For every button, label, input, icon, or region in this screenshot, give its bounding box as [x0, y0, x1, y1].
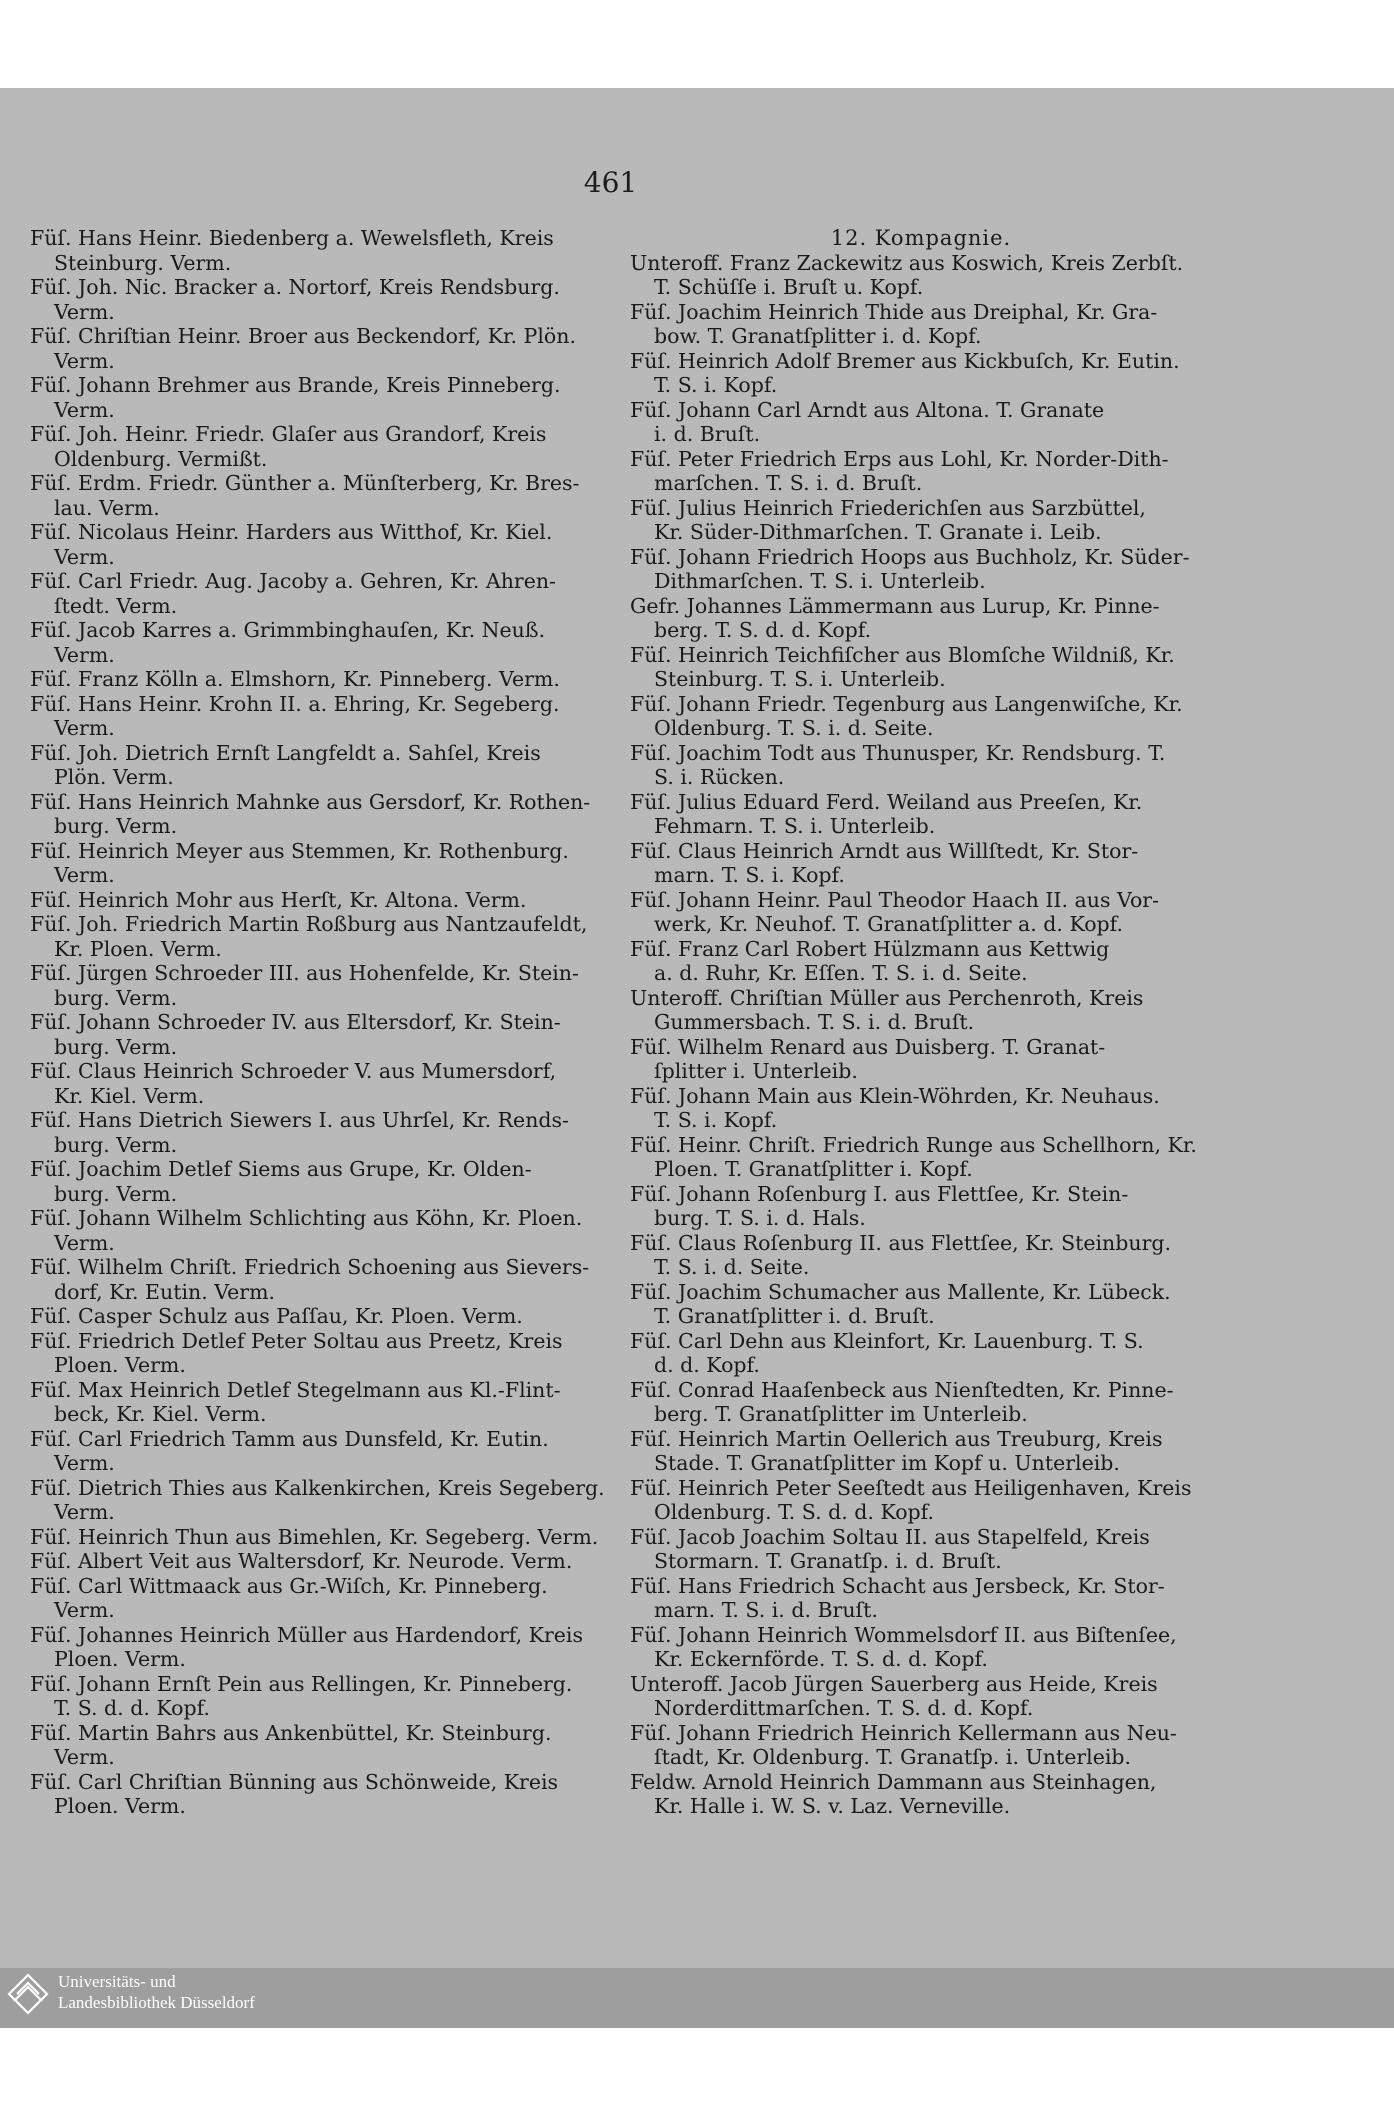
entry-line: Füſ. Wilhelm Renard aus Duisberg. T. Granat-: [630, 1034, 1106, 1059]
roster-entry: [630, 1133, 1212, 1182]
entry-continuation: d. d. Kopf.: [654, 1353, 760, 1377]
entry-line: Füſ. Heinrich Martin Oellerich aus Treuburg, Kreis: [630, 1426, 1163, 1451]
roster-entry: [30, 1108, 612, 1157]
entry-line: Füſ. Joh. Nic. Bracker a. Nortorf, Kreis Rendsburg.: [30, 275, 560, 299]
left-column: [30, 226, 612, 1819]
roster-entry: [630, 692, 1212, 741]
entry-continuation: Kr. Ploen. Verm.: [54, 936, 222, 961]
entry-line: Füſ. Hans Heinr. Krohn II. a. Ehring, Kr. Segeberg.: [30, 691, 560, 716]
roster-entry: [30, 839, 612, 888]
entry-continuation: T. Granatſplitter i. d. Bruſt.: [654, 1304, 935, 1328]
entry-line: Füſ. Albert Veit aus Waltersdorf, Kr. Neurode. Verm.: [30, 1549, 573, 1573]
entry-continuation: Ploen. Verm.: [54, 1647, 186, 1671]
roster-entry: [30, 1623, 612, 1672]
entry-continuation: burg. T. S. i. d. Hals.: [654, 1206, 866, 1230]
roster-entry: [30, 275, 612, 324]
entry-line: Füſ. Joachim Heinrich Thide aus Dreiphal, Kr. Gra-: [630, 299, 1158, 324]
roster-entry: [30, 1059, 612, 1108]
entry-continuation: Verm.: [54, 299, 115, 324]
entry-continuation: Verm.: [54, 716, 115, 740]
library-name-line1: Universitäts- und: [58, 1972, 176, 1991]
entry-line: Füſ. Chriſtian Heinr. Broer aus Beckendorf, Kr. Plön.: [30, 324, 576, 348]
roster-entry: [30, 667, 612, 692]
roster-entry: [30, 618, 612, 667]
roster-entry: [630, 349, 1212, 398]
entry-line: Füſ. Wilhelm Chriſt. Friedrich Schoening aus Sievers-: [30, 1255, 590, 1279]
roster-entry: [630, 1035, 1212, 1084]
roster-entry: [30, 1574, 612, 1623]
entry-continuation: ſtedt. Verm.: [54, 593, 178, 618]
roster-entry: [630, 1280, 1212, 1329]
roster-entry: [30, 422, 612, 471]
entry-continuation: Dithmarſchen. T. S. i. Unterleib.: [654, 569, 986, 593]
entry-line: Füſ. Heinrich Mohr aus Herſt, Kr. Altona. Verm.: [30, 887, 527, 912]
roster-entry: [30, 471, 612, 520]
entry-line: Füſ. Johann Main aus Klein-Wöhrden, Kr. Neuhaus.: [630, 1083, 1160, 1108]
entry-continuation: Kr. Eckernförde. T. S. d. d. Kopf.: [654, 1647, 988, 1671]
roster-entry: [630, 888, 1212, 937]
entry-line: Füſ. Claus Heinrich Schroeder V. aus Mumersdorf,: [30, 1059, 557, 1083]
entry-line: Unteroff. Chriſtian Müller aus Perchenroth, Kreis: [630, 985, 1144, 1010]
entry-line: Füſ. Hans Dietrich Siewers I. aus Uhrſel, Kr. Rends-: [30, 1108, 569, 1132]
roster-entry: [630, 594, 1212, 643]
entry-line: Füſ. Johann Friedrich Hoops aus Buchholz, Kr. Süder-: [630, 544, 1190, 569]
entry-line: Füſ. Carl Friedrich Tamm aus Dunsfeld, Kr. Eutin.: [30, 1426, 549, 1451]
entry-continuation: marn. T. S. i. d. Bruſt.: [654, 1598, 878, 1622]
entry-continuation: Ploen. T. Granatſplitter i. Kopf.: [654, 1157, 973, 1181]
entry-continuation: ſtadt, Kr. Oldenburg. T. Granatſp. i. Unterleib.: [654, 1745, 1132, 1769]
entry-line: Füſ. Heinr. Chriſt. Friedrich Runge aus Schellhorn, Kr.: [630, 1132, 1197, 1157]
entry-line: Füſ. Peter Friedrich Erps aus Lohl, Kr. Norder-Dith-: [630, 446, 1169, 471]
roster-entry: [630, 790, 1212, 839]
roster-entry: [30, 1304, 612, 1329]
entry-line: Füſ. Johann Ernſt Pein aus Rellingen, Kr. Pinneberg.: [30, 1671, 573, 1696]
entry-continuation: werk, Kr. Neuhof. T. Granatſplitter a. d. Kopf.: [654, 912, 1124, 936]
section-heading: 12. Kompagnie.: [830, 226, 1012, 250]
roster-entry: [630, 1084, 1212, 1133]
roster-entry: [30, 912, 612, 961]
entry-line: Füſ. Johann Schroeder IV. aus Eltersdorf, Kr. Stein-: [30, 1010, 561, 1034]
entry-continuation: Kr. Kiel. Verm.: [54, 1083, 205, 1108]
entry-continuation: Stade. T. Granatſplitter im Kopf u. Unterleib.: [654, 1451, 1120, 1475]
entry-line: Füſ. Joachim Schumacher aus Mallente, Kr. Lübeck.: [630, 1279, 1171, 1304]
entry-line: Füſ. Johannes Heinrich Müller aus Hardendorf, Kreis: [30, 1622, 583, 1647]
roster-entry: [30, 1672, 612, 1721]
roster-entry: [630, 1721, 1212, 1770]
entry-continuation: a. d. Ruhr, Kr. Eſſen. T. S. i. d. Seite.: [654, 961, 1028, 985]
entry-continuation: Verm.: [54, 642, 115, 667]
entry-line: Füſ. Jacob Joachim Soltau II. aus Stapelfeld, Kreis: [630, 1524, 1150, 1549]
entry-continuation: burg. Verm.: [54, 985, 178, 1010]
roster-entry: [30, 1427, 612, 1476]
entry-continuation: i. d. Bruſt.: [654, 422, 761, 446]
entry-line: Füſ. Joh. Friedrich Martin Roßburg aus Nantzaufeldt,: [30, 912, 588, 936]
entry-continuation: marn. T. S. i. Kopf.: [654, 863, 845, 887]
entry-continuation: bow. T. Granatſplitter i. d. Kopf.: [654, 324, 982, 348]
entry-line: Füſ. Martin Bahrs aus Ankenbüttel, Kr. Steinburg.: [30, 1720, 552, 1745]
library-credit: [58, 1971, 255, 2013]
roster-entry: [630, 496, 1212, 545]
entry-continuation: lau. Verm.: [54, 495, 160, 520]
entry-line: Füſ. Nicolaus Heinr. Harders aus Witthof, Kr. Kiel.: [30, 520, 553, 544]
entry-line: Füſ. Heinrich Meyer aus Stemmen, Kr. Rothenburg.: [30, 838, 569, 863]
entry-continuation: Oldenburg. T. S. d. d. Kopf.: [654, 1500, 935, 1524]
roster-entry: [630, 1525, 1212, 1574]
roster-entry: [630, 1378, 1212, 1427]
entry-line: Füſ. Max Heinrich Detlef Stegelmann aus Kl.-Flint-: [30, 1377, 561, 1402]
entry-line: Feldw. Arnold Heinrich Dammann aus Steinhagen,: [630, 1769, 1157, 1794]
entry-continuation: Oldenburg. Vermißt.: [54, 446, 268, 471]
roster-entry: [630, 986, 1212, 1035]
entry-continuation: Oldenburg. T. S. i. d. Seite.: [654, 716, 934, 740]
library-name-line2: Landesbibliothek Düsseldorf: [58, 1993, 255, 2012]
entry-continuation: Kr. Halle i. W. S. v. Laz. Verneville.: [654, 1794, 1011, 1818]
entry-line: Füſ. Jürgen Schroeder III. aus Hohenfelde, Kr. Stein-: [30, 961, 579, 985]
entry-continuation: berg. T. S. d. d. Kopf.: [654, 618, 872, 642]
entry-continuation: beck, Kr. Kiel. Verm.: [54, 1402, 267, 1426]
roster-entry: [30, 569, 612, 618]
entry-continuation: Verm.: [54, 863, 115, 887]
roster-entry: [30, 741, 612, 790]
page-number: 461: [583, 166, 638, 199]
entry-line: Unteroff. Jacob Jürgen Sauerberg aus Heide, Kreis: [630, 1671, 1158, 1696]
entry-line: Füſ. Joh. Heinr. Friedr. Glaſer aus Grandorf, Kreis: [30, 422, 547, 446]
entry-line: Füſ. Hans Heinr. Biedenberg a. Wewelsfleth, Kreis: [30, 226, 554, 250]
roster-entry: [630, 643, 1212, 692]
roster-entry: [30, 520, 612, 569]
roster-entry: [30, 1206, 612, 1255]
right-column: [630, 226, 1212, 1819]
entry-continuation: Kr. Süder-Dithmarſchen. T. Granate i. Leib.: [654, 520, 1102, 544]
roster-entry: [630, 1329, 1212, 1378]
entry-line: Füſ. Julius Heinrich Friederichſen aus Sarzbüttel,: [630, 495, 1146, 520]
entry-continuation: Steinburg. T. S. i. Unterleib.: [654, 667, 946, 691]
roster-entry: [630, 545, 1212, 594]
entry-continuation: burg. Verm.: [54, 1034, 178, 1059]
entry-line: Füſ. Johann Wilhelm Schlichting aus Köhn, Kr. Ploen.: [30, 1206, 583, 1230]
entry-line: Füſ. Franz Carl Robert Hülzmann aus Kettwig: [630, 936, 1110, 961]
roster-entry: [630, 1231, 1212, 1280]
roster-entry: [630, 251, 1212, 300]
roster-entry: [630, 1427, 1212, 1476]
entry-line: Füſ. Johann Roſenburg I. aus Flettſee, Kr. Stein-: [630, 1181, 1129, 1206]
entry-line: Füſ. Casper Schulz aus Paſſau, Kr. Ploen. Verm.: [30, 1304, 523, 1328]
entry-line: Füſ. Carl Friedr. Aug. Jacoby a. Gehren, Kr. Ahren-: [30, 569, 556, 593]
entry-line: Füſ. Jacob Karres a. Grimmbinghauſen, Kr. Neuß.: [30, 618, 546, 642]
entry-continuation: Ploen. Verm.: [54, 1794, 186, 1818]
entry-line: Füſ. Hans Friedrich Schacht aus Jersbeck, Kr. Stor-: [630, 1573, 1165, 1598]
entry-line: Füſ. Johann Heinrich Wommelsdorf II. aus Biſtenſee,: [630, 1622, 1177, 1647]
roster-entry: [30, 1721, 612, 1770]
roster-entry: [30, 373, 612, 422]
roster-entry: [30, 226, 612, 275]
entry-line: Füſ. Carl Wittmaack aus Gr.-Wiſch, Kr. Pinneberg.: [30, 1573, 548, 1598]
entry-continuation: T. Schüſſe i. Bruſt u. Kopf.: [654, 275, 924, 299]
entry-continuation: Norderdittmarſchen. T. S. d. d. Kopf.: [654, 1696, 1034, 1720]
entry-continuation: Verm.: [54, 544, 115, 569]
roster-entry: [630, 398, 1212, 447]
entry-line: Füſ. Hans Heinrich Mahnke aus Gersdorf, Kr. Rothen-: [30, 789, 591, 814]
entry-line: Füſ. Johann Friedr. Tegenburg aus Langenwiſche, Kr.: [630, 691, 1183, 716]
entry-continuation: T. S. i. d. Seite.: [654, 1255, 810, 1279]
entry-line: Füſ. Johann Heinr. Paul Theodor Haach II. aus Vor-: [630, 887, 1160, 912]
entry-line: Unteroff. Franz Zackewitz aus Koswich, Kreis Zerbſt.: [630, 250, 1184, 275]
roster-entry: [630, 741, 1212, 790]
roster-entry: [630, 1770, 1212, 1819]
entry-continuation: Gummersbach. T. S. i. d. Bruſt.: [654, 1010, 975, 1034]
roster-entry: [30, 324, 612, 373]
entry-line: Füſ. Julius Eduard Ferd. Weiland aus Preeſen, Kr.: [630, 789, 1143, 814]
roster-entry: [30, 790, 612, 839]
entry-line: Füſ. Johann Brehmer aus Brande, Kreis Pinneberg.: [30, 373, 561, 397]
entry-continuation: dorf, Kr. Eutin. Verm.: [54, 1279, 276, 1304]
roster-entry: [630, 1623, 1212, 1672]
roster-entry: [30, 1549, 612, 1574]
entry-continuation: burg. Verm.: [54, 1132, 178, 1157]
entry-continuation: Verm.: [54, 1500, 115, 1524]
roster-entry: [630, 300, 1212, 349]
entry-line: Füſ. Joh. Dietrich Ernſt Langfeldt a. Sahſel, Kreis: [30, 740, 541, 765]
entry-line: Füſ. Heinrich Teichfiſcher aus Blomſche Wildniß, Kr.: [630, 642, 1175, 667]
roster-entry: [30, 888, 612, 913]
entry-continuation: ſplitter i. Unterleib.: [654, 1059, 858, 1083]
roster-entry: [630, 937, 1212, 986]
roster-entry: [30, 1770, 612, 1819]
entry-continuation: T. S. d. d. Kopf.: [54, 1696, 210, 1720]
entry-continuation: Steinburg. Verm.: [54, 250, 232, 275]
entry-line: Füſ. Carl Chriſtian Bünning aus Schönweide, Kreis: [30, 1769, 559, 1794]
entry-line: Gefr. Johannes Lämmermann aus Lurup, Kr. Pinne-: [630, 593, 1160, 618]
entry-line: Füſ. Franz Kölln a. Elmshorn, Kr. Pinneberg. Verm.: [30, 667, 560, 691]
roster-entry: [30, 692, 612, 741]
roster-entry: [30, 1010, 612, 1059]
entry-continuation: Fehmarn. T. S. i. Unterleib.: [654, 814, 936, 838]
entry-continuation: T. S. i. Kopf.: [654, 1108, 778, 1132]
entry-line: Füſ. Joachim Detlef Siems aus Grupe, Kr. Olden-: [30, 1157, 532, 1181]
roster-entry: [630, 1476, 1212, 1525]
roster-entry: [30, 961, 612, 1010]
entry-continuation: S. i. Rücken.: [654, 765, 785, 789]
entry-line: Füſ. Friedrich Detlef Peter Soltau aus Preetz, Kreis: [30, 1328, 563, 1353]
entry-continuation: Verm.: [54, 1745, 115, 1769]
entry-line: Füſ. Carl Dehn aus Kleinfort, Kr. Lauenburg. T. S.: [630, 1328, 1144, 1353]
roster-entry: [30, 1157, 612, 1206]
roster-entry: [30, 1476, 612, 1525]
entry-continuation: Plön. Verm.: [54, 765, 174, 789]
entry-line: Füſ. Claus Roſenburg II. aus Flettſee, Kr. Steinburg.: [630, 1230, 1172, 1255]
roster-entry: [630, 839, 1212, 888]
entry-continuation: T. S. i. Kopf.: [654, 373, 778, 397]
entry-continuation: Verm.: [54, 348, 115, 373]
entry-line: Füſ. Heinrich Adolf Bremer aus Kickbuſch, Kr. Eutin.: [630, 348, 1180, 373]
entry-continuation: burg. Verm.: [54, 814, 178, 838]
roster-entry: [630, 1672, 1212, 1721]
roster-entry: [30, 1329, 612, 1378]
roster-entry: [30, 1378, 612, 1427]
entry-line: Füſ. Johann Friedrich Heinrich Kellermann aus Neu-: [630, 1720, 1177, 1745]
entry-continuation: Verm.: [54, 1230, 115, 1255]
library-logo-icon: [6, 1972, 50, 2016]
entry-continuation: Ploen. Verm.: [54, 1353, 186, 1377]
entry-continuation: Verm.: [54, 397, 115, 422]
entry-line: Füſ. Conrad Haaſenbeck aus Nienſtedten, Kr. Pinne-: [630, 1377, 1174, 1402]
entry-line: Füſ. Dietrich Thies aus Kalkenkirchen, Kreis Segeberg.: [30, 1475, 605, 1500]
entry-line: Füſ. Johann Carl Arndt aus Altona. T. Granate: [630, 397, 1105, 422]
roster-entry: [30, 1255, 612, 1304]
entry-continuation: Stormarn. T. Granatſp. i. d. Bruſt.: [654, 1549, 1002, 1573]
entry-continuation: burg. Verm.: [54, 1181, 178, 1206]
roster-entry: [30, 1525, 612, 1550]
roster-entry: [630, 1182, 1212, 1231]
entry-continuation: Verm.: [54, 1451, 115, 1475]
entry-continuation: marſchen. T. S. i. d. Bruſt.: [654, 471, 923, 495]
entry-line: Füſ. Joachim Todt aus Thunusper, Kr. Rendsburg. T.: [630, 740, 1166, 765]
entry-continuation: Verm.: [54, 1598, 115, 1622]
entry-line: Füſ. Heinrich Thun aus Bimehlen, Kr. Segeberg. Verm.: [30, 1524, 599, 1549]
roster-entry: [630, 1574, 1212, 1623]
entry-line: Füſ. Heinrich Peter Seeſtedt aus Heiligenhaven, Kreis: [630, 1475, 1192, 1500]
entry-line: Füſ. Erdm. Friedr. Günther a. Münſterberg, Kr. Bres-: [30, 471, 580, 495]
entry-continuation: berg. T. Granatſplitter im Unterleib.: [654, 1402, 1028, 1426]
roster-entry: [630, 447, 1212, 496]
entry-line: Füſ. Claus Heinrich Arndt aus Willſtedt, Kr. Stor-: [630, 838, 1139, 863]
